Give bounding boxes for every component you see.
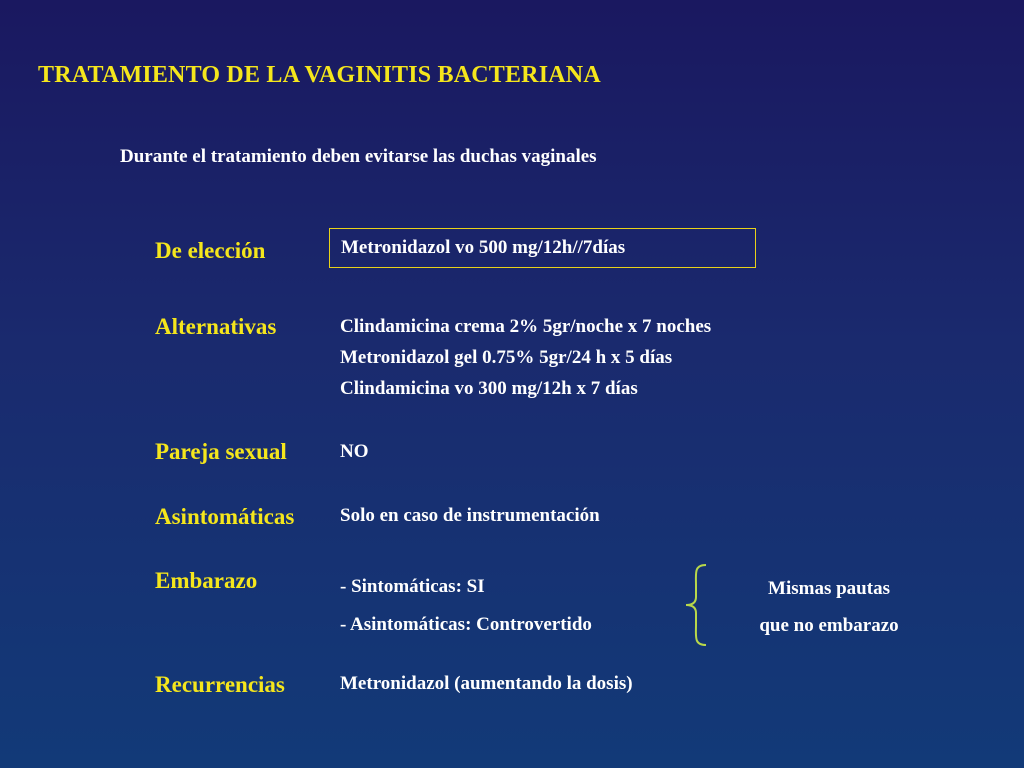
value-embarazo-item: - Asintomáticas: Controvertido (340, 614, 592, 635)
value-alternativas-item: Metronidazol gel 0.75% 5gr/24 h x 5 días (340, 347, 673, 368)
value-eleccion: Metronidazol vo 500 mg/12h//7días (341, 237, 626, 258)
value-embarazo-item: - Sintomáticas: SI (340, 576, 485, 597)
value-alternativas-item: Clindamicina vo 300 mg/12h x 7 días (340, 378, 638, 399)
value-alternativas-list (340, 311, 711, 404)
value-alternativas-item: Clindamicina crema 2% 5gr/noche x 7 noches (340, 316, 712, 337)
label-recurrencias: Recurrencias (155, 672, 285, 697)
value-recurrencias: Metronidazol (aumentando la dosis) (340, 673, 633, 694)
embarazo-note-line: que no embarazo (759, 615, 899, 636)
value-eleccion-box (329, 228, 756, 268)
label-eleccion: De elección (155, 238, 266, 263)
label-pareja-sexual: Pareja sexual (155, 439, 287, 464)
label-embarazo: Embarazo (155, 568, 258, 593)
value-embarazo-list (340, 568, 592, 644)
value-pareja-sexual: NO (340, 441, 369, 462)
label-alternativas: Alternativas (155, 314, 277, 339)
embarazo-note (729, 570, 929, 644)
embarazo-note-line: Mismas pautas (768, 578, 890, 599)
label-asintomaticas: Asintomáticas (155, 504, 295, 529)
slide-title: TRATAMIENTO DE LA VAGINITIS BACTERIANA (38, 62, 601, 88)
curly-brace-icon (684, 563, 710, 647)
value-asintomaticas: Solo en caso de instrumentación (340, 505, 600, 526)
slide-subtitle: Durante el tratamiento deben evitarse las duchas vaginales (120, 146, 597, 167)
